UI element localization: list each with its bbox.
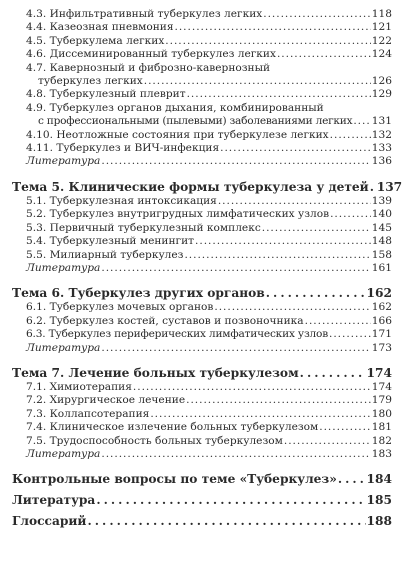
dot-leader — [165, 35, 370, 48]
toc-entry-page: 183 — [371, 447, 392, 460]
toc-entry-page: 180 — [371, 407, 392, 420]
toc-entry-4-11[interactable] — [12, 142, 392, 155]
toc-entry-6-1[interactable] — [12, 301, 392, 314]
toc-entry-4-9[interactable] — [12, 115, 392, 128]
toc-entry-label: 4.6. Диссеминированный туберкулез легких — [26, 48, 276, 61]
toc-entry-4-8[interactable] — [12, 88, 392, 101]
toc-entry-label-continued: с профессиональными (пылевыми) заболеваниями легких — [38, 115, 353, 128]
dot-leader — [262, 222, 371, 235]
dot-leader — [175, 21, 371, 34]
toc-entry-6-2[interactable] — [12, 315, 392, 328]
toc-entry-label: 5.5. Милиарный туберкулез — [26, 248, 184, 261]
toc-entry-label: 7.4. Клиническое излечение больных туберкулезом — [26, 421, 319, 434]
toc-entry-page: 148 — [371, 235, 392, 248]
dot-leader — [330, 129, 371, 142]
toc-entry-label: 4.9. Туберкулез органов дыхания, комбинированный — [26, 101, 324, 114]
toc-entry-label: 7.2. Хирургическое лечение — [26, 394, 186, 407]
toc-topic-title: Тема 7. Лечение больных туберкулезом — [12, 365, 299, 380]
toc-entry-page: 121 — [371, 21, 392, 34]
toc-entry-label: 7.1. Химиотерапия — [26, 380, 132, 393]
dot-leader — [214, 301, 370, 314]
toc-entry-7-2[interactable] — [12, 394, 392, 407]
dot-leader — [263, 8, 371, 21]
toc-entry-label: 4.5. Туберкулема легких — [26, 34, 165, 47]
toc-topic-page: 184 — [366, 472, 392, 487]
toc-control-questions[interactable] — [12, 472, 392, 487]
dot-leader — [184, 249, 370, 262]
toc-topic-title: Тема 6. Туберкулез других органов — [12, 286, 265, 301]
toc-entry-literature-4[interactable] — [12, 155, 392, 168]
toc-entry-page: 140 — [371, 208, 392, 221]
toc-entry-page: 161 — [371, 261, 392, 274]
table-of-contents — [12, 8, 403, 529]
dot-leader — [150, 408, 370, 421]
toc-entry-page: 158 — [371, 248, 392, 261]
toc-entry-7-4[interactable] — [12, 421, 392, 434]
toc-entry-label: Литература — [26, 261, 101, 274]
toc-entry-label: 7.5. Трудоспособность больных туберкулезом — [26, 434, 283, 447]
dot-leader — [277, 48, 371, 61]
dot-leader — [330, 208, 371, 221]
toc-entry-page: 181 — [371, 421, 392, 434]
dot-leader — [186, 394, 371, 407]
toc-topic-page: 162 — [366, 286, 392, 301]
toc-entry-5-2[interactable] — [12, 208, 392, 221]
dot-leader — [266, 286, 366, 301]
toc-entry-label: Литература — [26, 155, 101, 168]
toc-entry-page: 166 — [371, 314, 392, 327]
dot-leader — [300, 366, 366, 381]
toc-entry-page: 132 — [371, 128, 392, 141]
toc-entry-4-4[interactable] — [12, 21, 392, 34]
dot-leader — [101, 155, 370, 168]
toc-entry-5-1[interactable] — [12, 195, 392, 208]
toc-entry-page: 174 — [371, 380, 392, 393]
toc-entry-label: Литература — [26, 341, 101, 354]
toc-entry-label: 7.3. Коллапсотерапия — [26, 407, 150, 420]
toc-entry-label: 4.8. Туберкулезный плеврит — [26, 88, 186, 101]
toc-entry-page: 133 — [371, 142, 392, 155]
toc-entry-4-5[interactable] — [12, 35, 392, 48]
toc-entry-label: 4.3. Инфильтративный туберкулез легких — [26, 8, 263, 20]
toc-glossary[interactable] — [12, 514, 392, 529]
toc-entry-page: 129 — [371, 88, 392, 101]
toc-topic-page: 188 — [366, 514, 392, 529]
toc-entry-page: 118 — [371, 8, 392, 20]
toc-entry-7-5[interactable] — [12, 435, 392, 448]
toc-entry-label: 5.1. Туберкулезная интоксикация — [26, 194, 217, 207]
dot-leader — [220, 142, 371, 155]
toc-entry-page: 122 — [371, 34, 392, 47]
toc-entry-4-7[interactable] — [12, 75, 392, 88]
toc-entry-5-5[interactable] — [12, 249, 392, 262]
toc-entry-4-7-line1[interactable] — [12, 62, 392, 75]
dot-leader — [101, 262, 370, 275]
toc-entry-page: 139 — [371, 194, 392, 207]
toc-topic-page: 137 — [376, 179, 403, 194]
toc-topic-5[interactable] — [12, 179, 403, 195]
dot-leader — [187, 88, 371, 101]
toc-entry-label: 4.10. Неотложные состояния при туберкулезе легких — [26, 128, 329, 141]
toc-topic-title: Глоссарий — [12, 514, 87, 529]
toc-entry-4-9-line1[interactable] — [12, 102, 392, 115]
dot-leader — [101, 342, 370, 355]
dot-leader — [144, 75, 371, 88]
toc-entry-label: 5.3. Первичный туберкулезный комплекс — [26, 221, 261, 234]
toc-topic-7[interactable] — [12, 366, 392, 381]
toc-entry-label: 6.2. Туберкулез костей, суставов и позвоночника — [26, 314, 304, 327]
toc-entry-4-3[interactable] — [12, 8, 392, 21]
dot-leader — [133, 381, 371, 394]
toc-entry-page: 136 — [371, 155, 392, 168]
toc-entry-page: 126 — [371, 75, 392, 88]
toc-entry-page: 171 — [371, 328, 392, 341]
toc-topic-6[interactable] — [12, 286, 392, 301]
toc-entry-page: 124 — [371, 48, 392, 61]
dot-leader — [284, 435, 371, 448]
toc-entry-4-10[interactable] — [12, 129, 392, 142]
dot-leader — [218, 195, 371, 208]
toc-entry-6-3[interactable] — [12, 328, 392, 341]
toc-entry-label: Литература — [26, 447, 101, 460]
dot-leader — [370, 180, 376, 195]
toc-topic-title: Контрольные вопросы по теме «Туберкулез» — [12, 472, 337, 487]
dot-leader — [305, 315, 371, 328]
toc-entry-page: 145 — [371, 221, 392, 234]
toc-entry-7-3[interactable] — [12, 408, 392, 421]
toc-topic-page: 185 — [366, 493, 392, 508]
toc-entry-label: 5.2. Туберкулез внутригрудных лимфатических узлов — [26, 208, 330, 221]
dot-leader — [195, 235, 371, 248]
toc-topic-page: 174 — [366, 365, 392, 380]
dot-leader — [353, 115, 370, 128]
toc-literature[interactable] — [12, 493, 392, 508]
toc-entry-5-3[interactable] — [12, 222, 392, 235]
toc-topic-title: Тема 5. Клинические формы туберкулеза у детей — [12, 179, 369, 194]
dot-leader — [87, 514, 365, 529]
toc-entry-4-6[interactable] — [12, 48, 392, 61]
toc-entry-5-4[interactable] — [12, 235, 392, 248]
toc-entry-literature-6[interactable] — [12, 342, 392, 355]
toc-topic-title: Литература — [12, 493, 96, 508]
toc-entry-label: 4.7. Кавернозный и фиброзно-кавернозный — [26, 61, 271, 74]
toc-entry-page: 179 — [371, 394, 392, 407]
toc-entry-page: 162 — [371, 301, 392, 314]
toc-entry-page: 173 — [371, 341, 392, 354]
toc-entry-label: 6.1. Туберкулез мочевых органов — [26, 301, 214, 314]
toc-entry-label: 6.3. Туберкулез периферических лимфатических узлов — [26, 328, 328, 341]
toc-entry-literature-7[interactable] — [12, 448, 392, 461]
toc-entry-page: 182 — [371, 434, 392, 447]
toc-entry-label: 5.4. Туберкулезный менингит — [26, 235, 195, 248]
toc-entry-7-1[interactable] — [12, 381, 392, 394]
dot-leader — [101, 448, 370, 461]
toc-entry-page: 131 — [371, 115, 392, 128]
toc-entry-label: 4.4. Казеозная пневмония — [26, 21, 174, 34]
toc-entry-label-continued: туберкулез легких — [38, 75, 143, 88]
dot-leader — [96, 493, 365, 508]
toc-entry-literature-5[interactable] — [12, 262, 392, 275]
toc-entry-label: 4.11. Туберкулез и ВИЧ-инфекция — [26, 142, 220, 155]
dot-leader — [338, 472, 366, 487]
dot-leader — [319, 421, 371, 434]
dot-leader — [329, 328, 371, 341]
